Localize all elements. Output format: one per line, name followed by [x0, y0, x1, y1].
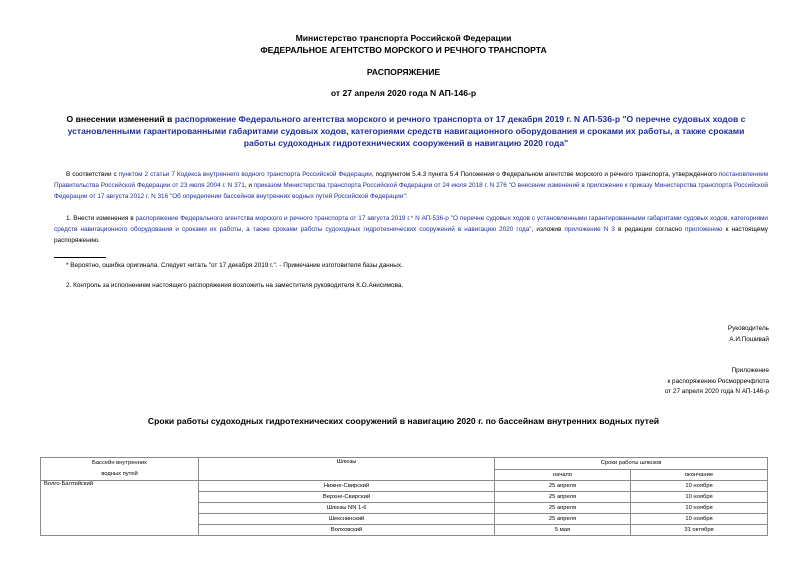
lock-end: 10 ноября — [631, 481, 768, 492]
section-title: Сроки работы судоходных гидротехнических сооружений в навигацию 2020 г. по бассейнам внутренних водных путей — [147, 416, 660, 426]
table-row — [41, 481, 768, 492]
footnote-divider — [54, 257, 106, 258]
preamble-text-1: В соответствии с — [66, 171, 119, 178]
lock-name: Шекснинский — [199, 514, 495, 525]
basin-cell: Волго-Балтийский — [41, 481, 199, 536]
signature-name: А.И.Пошивай — [729, 336, 769, 343]
header-basin-line-1: Бассейн внутренних — [92, 460, 147, 466]
agency-heading: ФЕДЕРАЛЬНОЕ АГЕНТСТВО МОРСКОГО И РЕЧНОГО ТРАНСПОРТА — [260, 45, 547, 55]
lock-end: 31 октября — [631, 525, 768, 536]
item-1-text-3: в редакции согласно — [615, 226, 685, 233]
appendix-date: от 27 апреля 2020 года N АП-146-р — [664, 388, 769, 395]
amended-order-ref-link[interactable]: распоряжение Федерального агентства морского и речного транспорта от 17 августа 2019 г.* N АП-536-р "О перечне судовых ходов с установленными гарантированными габаритами судовых ходов, категориями средств навигационного оборудования и сроками их работы, а также сроками работы судоходных гидротехнических сооружений в навигацию 2020 года" — [54, 215, 768, 233]
signature-role: Руководитель — [727, 325, 769, 332]
preamble-text-2: , подпунктом 5.4.3 пункта 5.4 Положения о Федеральном агентстве морского и речного транспорта, утвержденного — [371, 171, 719, 178]
lock-name: Шлюзы NN 1-6 — [199, 503, 495, 514]
amended-order-link[interactable]: распоряжение Федерального агентства морского и речного транспорта от 17 декабря 2019 г. N АП-536-р "О перечне судовых ходов с установленными гарантированными габаритами судовых ходов, категориями средств навигационного оборудования и сроками их работы, а также сроками работы судоходных гидротехнических сооружений в навигацию 2020 года" — [67, 114, 746, 149]
header-period: Сроки работы шлюзов — [495, 458, 768, 470]
preamble-text-4: : — [405, 193, 408, 200]
header-locks: Шлюзы — [199, 458, 495, 481]
lock-name: Нижне-Свирский — [199, 481, 495, 492]
item-1-paragraph — [54, 213, 768, 246]
preamble-text-3: , и — [244, 182, 254, 189]
lock-end: 10 ноября — [631, 503, 768, 514]
lock-end: 10 ноября — [631, 514, 768, 525]
ministry-heading: Министерство транспорта Российской Федерации — [295, 33, 512, 43]
header-start: начало — [495, 469, 631, 481]
table-header-row — [41, 458, 768, 470]
document-title — [56, 113, 756, 150]
lock-start: 25 апреля — [495, 492, 631, 503]
item-2-paragraph: 2. Контроль за исполнением настоящего распоряжения возложить на заместителя руководителя К.О.Анисимова. — [66, 282, 404, 289]
header-basin-line-2: водных путей — [101, 471, 138, 477]
appendix-link[interactable]: приложению — [684, 226, 723, 233]
title-prefix: О внесении изменений в — [66, 114, 175, 124]
appendix-reference: к распоряжению Росморречфлота — [667, 378, 769, 385]
ministry-order-link[interactable]: приказом Министерства транспорта Российской Федерации от 24 июля 2018 г. N 276 "О внесении изменений в приложение к приказу Министерства транспорта Российской Федерации от 17 августа 2012 г. N 316 "Об определении бассейнов внутренних водных путей Российской Федерации" — [54, 182, 768, 200]
document-date: от 27 апреля 2020 года N АП-146-р — [330, 88, 477, 98]
lock-start: 25 апреля — [495, 514, 631, 525]
header-basin — [41, 458, 199, 481]
lock-name: Верхне-Свирский — [199, 492, 495, 503]
preamble-paragraph — [54, 169, 768, 202]
code-article-link[interactable]: пунктом 2 статьи 7 Кодекса внутреннего водного транспорта Российской Федерации — [118, 171, 372, 178]
lock-start: 25 апреля — [495, 503, 631, 514]
lock-schedule-table — [40, 457, 768, 536]
document-type: РАСПОРЯЖЕНИЕ — [366, 67, 441, 77]
lock-start: 5 мая — [495, 525, 631, 536]
lock-name: Волховский — [199, 525, 495, 536]
appendix-label: Приложение — [731, 367, 769, 374]
lock-start: 25 апреля — [495, 481, 631, 492]
footnote: * Вероятно, ошибка оригинала. Следует читать "от 17 декабря 2019 г.". - Примечание изготовителя базы данных. — [66, 262, 403, 269]
item-1-text-4: к настоящему распоряжению. — [54, 226, 769, 244]
item-1-text-2: , изложив — [531, 226, 565, 233]
lock-end: 10 ноября — [631, 492, 768, 503]
appendix-3-link[interactable]: приложение N 3 — [564, 226, 615, 233]
item-1-text-1: 1. Внести изменения в — [66, 215, 136, 222]
government-decree-link[interactable]: постановлением Правительства Российской Федерации от 23 июля 2004 г. N 371 — [54, 171, 769, 189]
header-end: окончание — [631, 469, 768, 481]
